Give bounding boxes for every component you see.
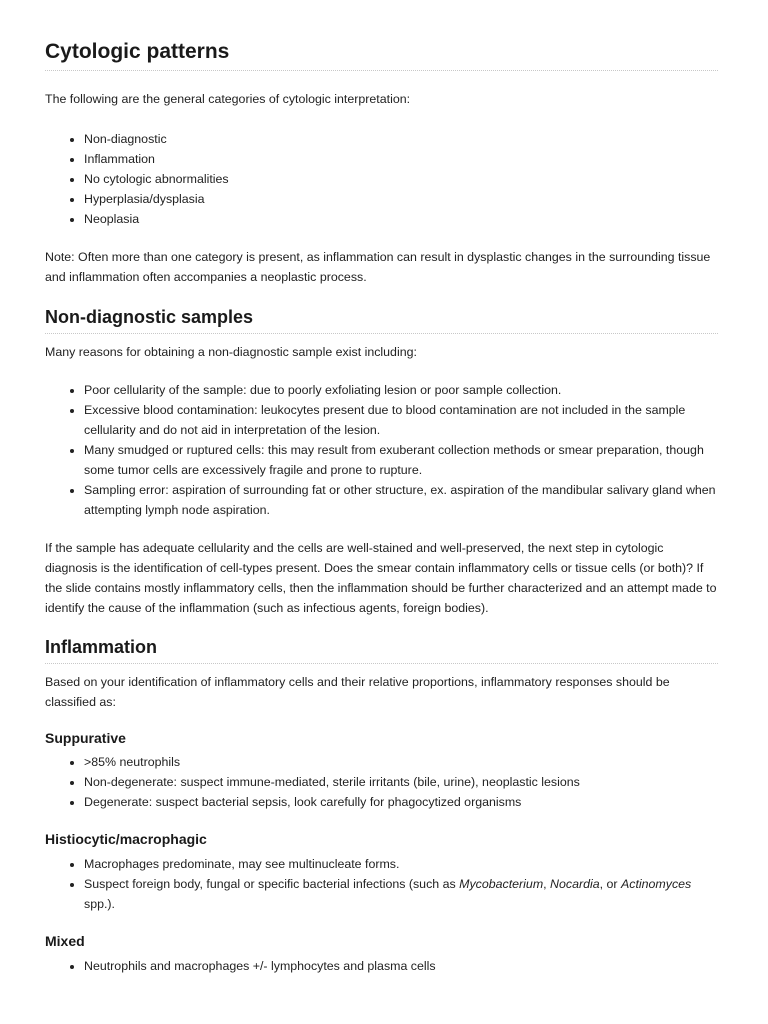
subheading-mixed: Mixed [45, 933, 85, 949]
list-item: • Neutrophils and macrophages +/- lymphocytes and plasma cells [84, 956, 718, 976]
list-item [84, 874, 718, 914]
list-item: • >85% neutrophils [84, 752, 718, 772]
article-content [45, 38, 718, 976]
item-text: Suspect foreign body, fungal or specific bacterial infections (such as [84, 877, 460, 891]
list-item: • Poor cellularity of the sample: due to poorly exfoliating lesion or poor sample collection. [84, 380, 718, 400]
organism-name: Actinomyces [621, 877, 692, 891]
section-heading-inflammation: Inflammation [45, 635, 718, 664]
section-heading-non-diagnostic: Non-diagnostic samples [45, 305, 718, 334]
list-item: • Degenerate: suspect bacterial sepsis, look carefully for phagocytized organisms [84, 792, 718, 812]
non-diagnostic-intro: Many reasons for obtaining a non-diagnostic sample exist including: [45, 345, 417, 359]
list-item: • Non-diagnostic [84, 129, 718, 149]
histiocytic-list [45, 854, 718, 914]
subheading-suppurative: Suppurative [45, 730, 126, 746]
organism-name: Nocardia [550, 877, 600, 891]
suppurative-list [45, 752, 718, 812]
note-text: Note: Often more than one category is present, as inflammation can result in dysplastic changes in the surrounding tissue and inflammation often accompanies a neoplastic process. [45, 250, 711, 284]
item-text: spp.). [84, 897, 115, 911]
list-item: • Hyperplasia/dysplasia [84, 189, 718, 209]
non-diagnostic-reasons-list [45, 380, 718, 520]
separator: , or [599, 877, 621, 891]
intro-text: The following are the general categories of cytologic interpretation: [45, 92, 411, 106]
list-item: • Non-degenerate: suspect immune-mediated, sterile irritants (bile, urine), neoplastic lesions [84, 772, 718, 792]
list-item: • Macrophages predominate, may see multinucleate forms. [84, 854, 718, 874]
list-item: • Excessive blood contamination: leukocytes present due to blood contamination are not included in the sample cellularity and do not aid in interpretation of the lesion. [84, 400, 718, 440]
list-item: • Neoplasia [84, 209, 718, 229]
list-item: • Many smudged or ruptured cells: this may result from exuberant collection methods or smear preparation, though some tumor cells are excessively fragile and prone to rupture. [84, 440, 718, 480]
cell-type-paragraph: If the sample has adequate cellularity and the cells are well-stained and well-preserved, the next step in cytologic diagnosis is the identification of cell-types present. Does the smear contain inflammatory cells or tissue cells (or both)? If the slide contains mostly inflammatory cells, then the inflammation should be further characterized and an attempt made to identify the cause of the inflammation (such as infectious agents, foreign bodies). [45, 541, 717, 615]
list-item: • Sampling error: aspiration of surrounding fat or other structure, ex. aspiration of the mandibular salivary gland when attempting lymph node aspiration. [84, 480, 718, 520]
page-title: Cytologic patterns [45, 38, 718, 71]
separator: , [543, 877, 551, 891]
mixed-list [45, 956, 718, 976]
inflammation-intro: Based on your identification of inflammatory cells and their relative proportions, inflammatory responses should be classified as: [45, 675, 670, 709]
subheading-histiocytic: Histiocytic/macrophagic [45, 831, 207, 847]
list-item: • Inflammation [84, 149, 718, 169]
list-item: • No cytologic abnormalities [84, 169, 718, 189]
category-list [45, 129, 718, 229]
organism-name: Mycobacterium [459, 877, 544, 891]
